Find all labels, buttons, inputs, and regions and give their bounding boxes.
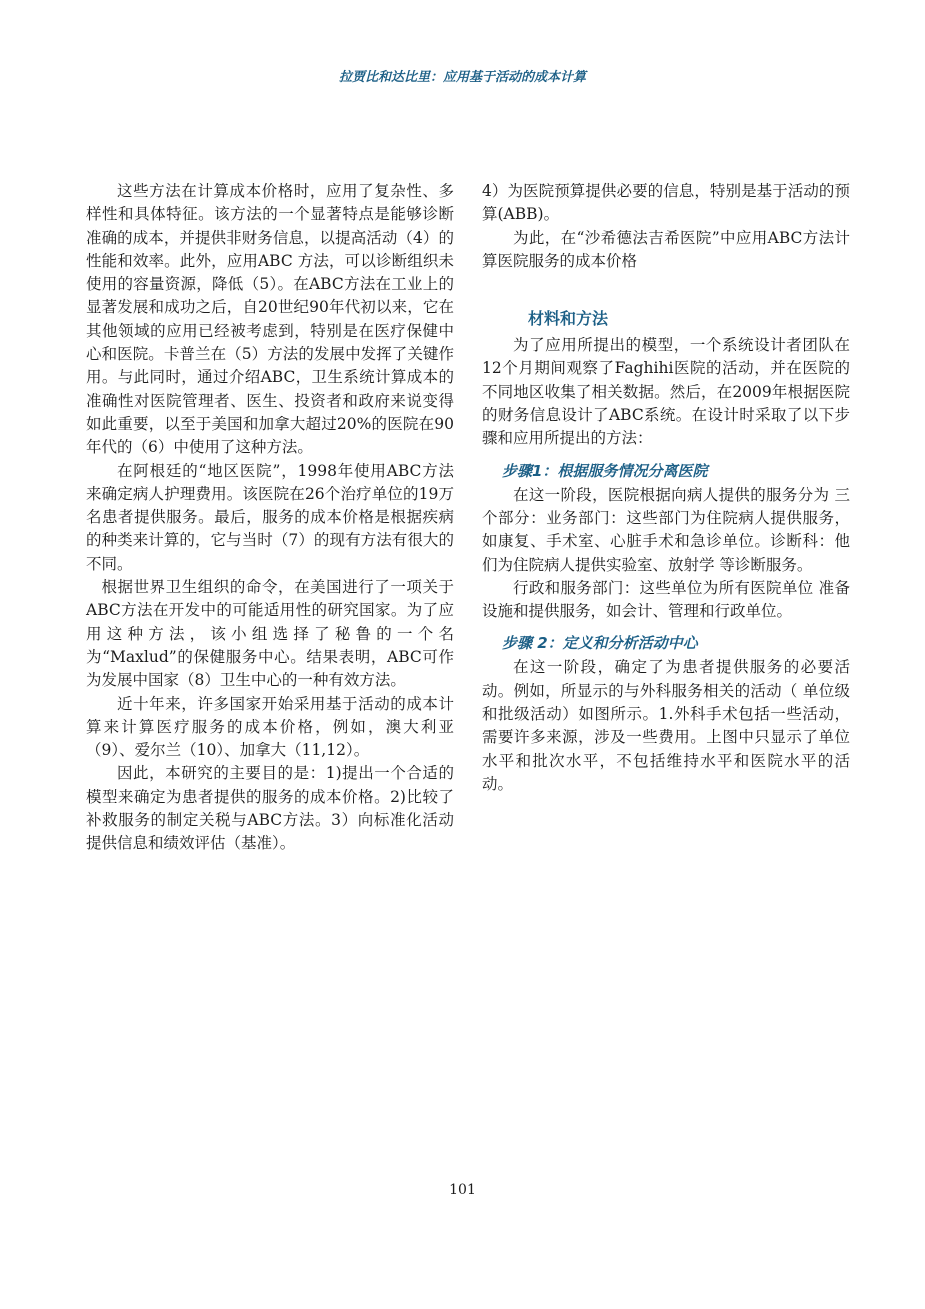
page-number: 101 — [449, 1182, 476, 1198]
paragraph: 在阿根廷的“地区医院”，1998年使用ABC方法来确定病人护理费用。该医院在26个治疗单位的19万名患者提供服务。最后，服务的成本价格是根据疾病的种类来计算的，它与当时（7）的现有方法有很大的不同。 — [86, 461, 454, 573]
right-column — [482, 180, 850, 796]
paragraph: 在这一阶段，确定了为患者提供服务的必要活动。例如，所显示的与外科服务相关的活动（ 单位级和批级活动）如图所示。1.外科手术包括一些活动，需要许多来源，涉及一些费用。上图中只显示了单位水平和批次水平，不包括维持水平和医院水平的活动。 — [482, 658, 850, 793]
paragraph: 在这一阶段，医院根据向病人提供的服务分为 三个部分：业务部门：这些部门为住院病人提供服务，如康复、手术室、心脏手术和急诊单位。诊断科：他们为住院病人提供实验室、放射学 等诊断服务。 — [482, 485, 850, 574]
paragraph: 近十年来，许多国家开始采用基于活动的成本计算来计算医疗服务的成本价格，例如，澳大利亚（9）、爱尔兰（10）、加拿大（11,12）。 — [86, 694, 454, 760]
left-column — [86, 180, 454, 856]
paragraph: 为此，在“沙希德法吉希医院”中应用ABC方法计算医院服务的成本价格 — [482, 228, 850, 270]
paragraph: 4）为医院预算提供必要的信息，特别是基于活动的预算(ABB)。 — [482, 182, 850, 224]
running-header: 拉贾比和达比里：应用基于活动的成本计算 — [338, 70, 586, 85]
paragraph: 为了应用所提出的模型，一个系统设计者团队在12个月期间观察了Faghihi医院的活动，并在医院的不同地区收集了相关数据。然后，在2009年根据医院的财务信息设计了ABC系统。在设计时采取了以下步骤和应用所提出的方法： — [482, 336, 850, 448]
paragraph: 这些方法在计算成本价格时，应用了复杂性、多样性和具体特征。该方法的一个显著特点是能够诊断准确的成本，并提供非财务信息，以提高活动（4）的性能和效率。此外，应用ABC 方法，可以诊断组织未使用的容量资源，降低（5）。在ABC方法在工业上的显著发展和成功之后，自20世纪90年代初以来，它在其他领域的应用已经被考虑到，特别是在医疗保健中心和医院。卡普兰在（5）方法的发展中发挥了关键作用。与此同时，通过介绍ABC，卫生系统计算成本的准确性对医院管理者、医生、投资者和政府来说变得如此重要，以至于美国和加拿大超过20%的医院在90年代的（6）中使用了这种方法。 — [86, 182, 454, 457]
paragraph: 因此，本研究的主要目的是：1)提出一个合适的模型来确定为患者提供的服务的成本价格。2)比较了补救服务的制定关税与ABC方法。3）向标准化活动提供信息和绩效评估（基准）。 — [86, 764, 454, 853]
step-heading: 步骤 2：定义和分析活动中心 — [502, 634, 698, 653]
paragraph: 根据世界卫生组织的命令，在美国进行了一项关于ABC方法在开发中的可能适用性的研究国家。为了应用这种方法，该小组选择了秘鲁的一个名为“Maxlud”的保健服务中心。结果表明，ABC可作为发展中国家（8）卫生中心的一种有效方法。 — [86, 578, 454, 690]
section-heading: 材料和方法 — [528, 309, 609, 329]
paragraph: 行政和服务部门：这些单位为所有医院单位 准备设施和提供服务，如会计、管理和行政单位。 — [482, 578, 850, 621]
step-heading: 步骤1：根据服务情况分离医院 — [502, 461, 708, 480]
